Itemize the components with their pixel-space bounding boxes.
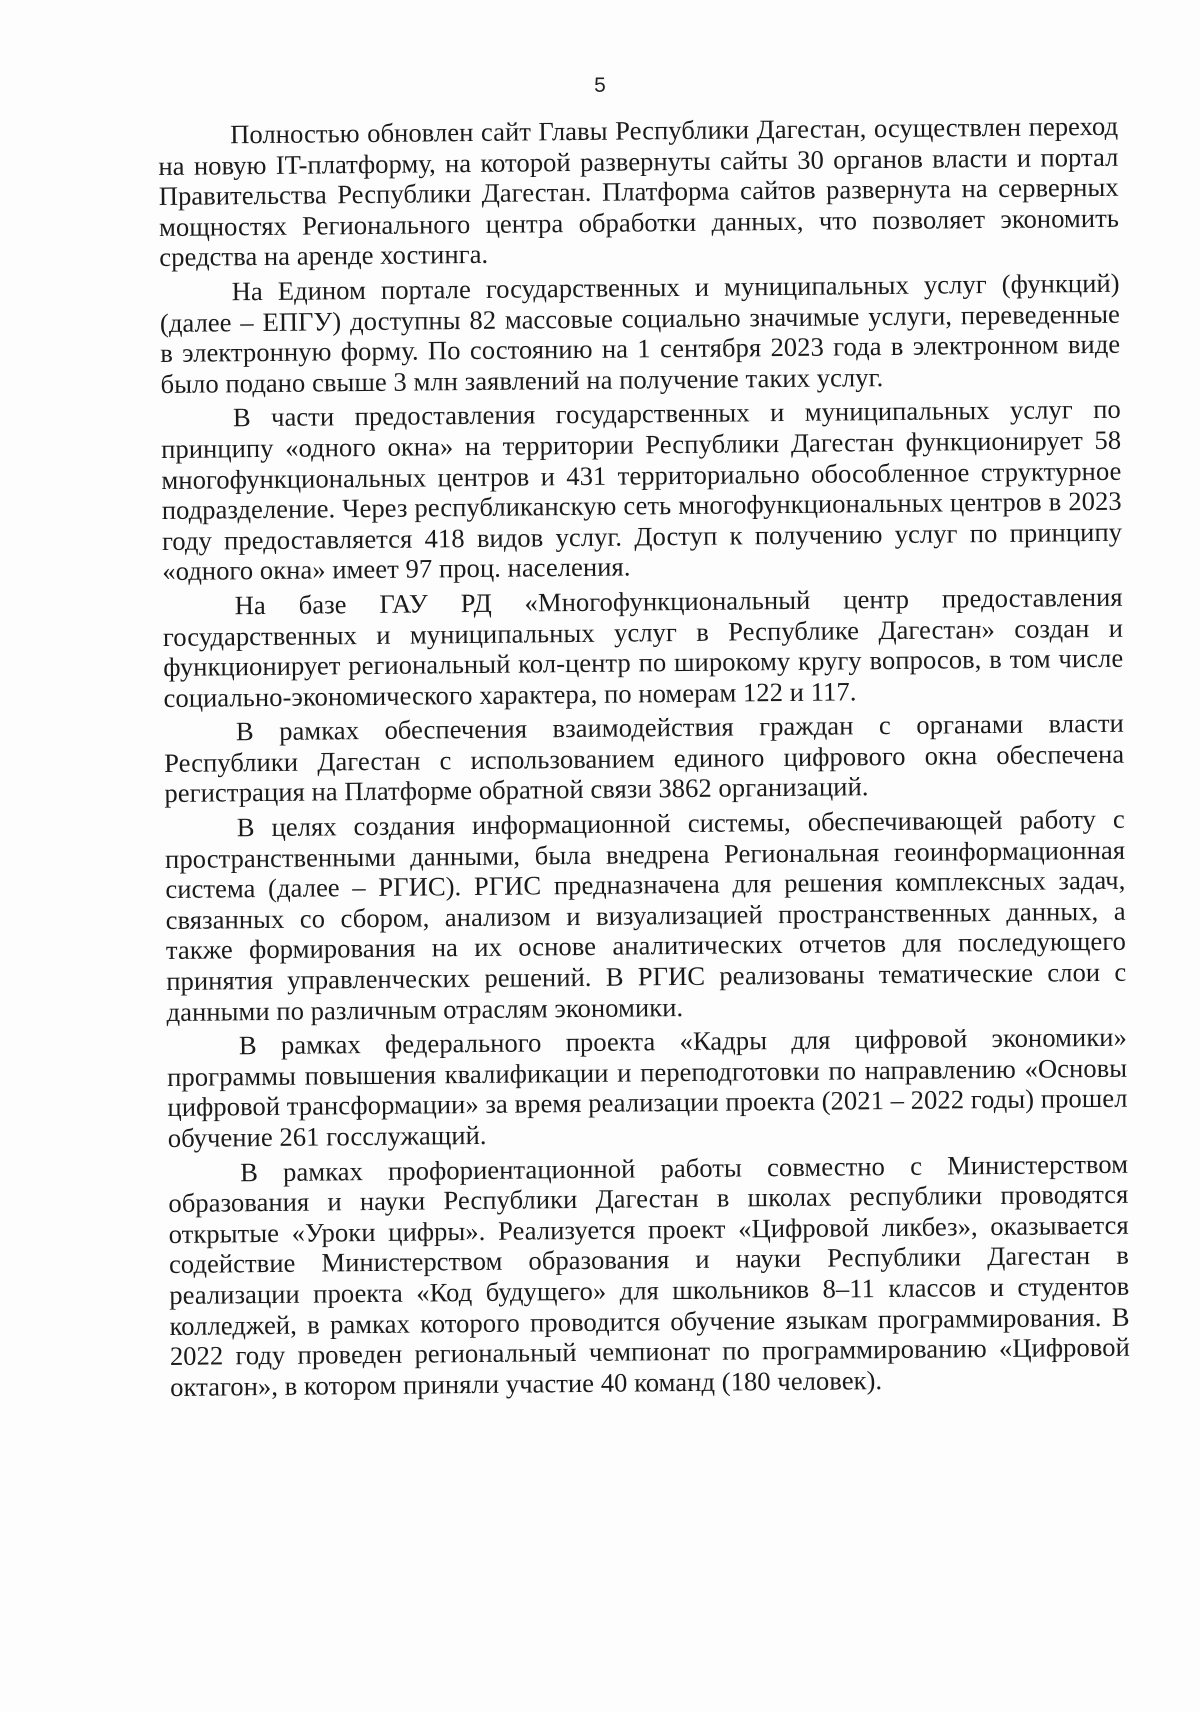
paragraph-rgis: В целях создания информационной системы, обеспечивающей работу с пространственными данными, была внедрена Региональная геоинформационная система (далее – РГИС). РГИС предназначена для решения комплексных задач, связанных со сбором, анализом и визуализацией пространственных данных, а также формирования на их основе аналитических отчетов для последующего принятия управленческих решений. В РГИС реализованы тематические слои с данными по различным отраслям экономики. <box>164 803 1127 1027</box>
paragraph-feedback-platform: В рамках обеспечения взаимодействия граждан с органами власти Республики Дагестан с использованием единого цифрового окна обеспечена регистрация на Платформе обратной связи 3862 организаций. <box>164 708 1125 809</box>
document-body <box>158 111 1130 1402</box>
paragraph-mfc-network: В части предоставления государственных и муниципальных услуг по принципу «одного окна» на территории Республики Дагестан функционирует 58 многофункциональных центров и 431 территориально обособленное структурное подразделение. Через республиканскую сеть многофункциональных центров в 2023 году предоставляется 418 видов услуг. Доступ к получению услуг по принципу «одного окна» имеет 97 проц. населения. <box>161 394 1123 587</box>
paragraph-career-guidance: В рамках профориентационной работы совместно с Министерством образования и науки Республики Дагестан в школах республики проводятся открытые «Уроки цифры». Реализуется проект «Цифровой ликбез», оказывается содействие Министерством образования и науки Республики Дагестан в реализации проекта «Код будущего» для школьников 8–11 классов и студентов колледжей, в рамках которого проводится обучение языкам программирования. В 2022 году проведен региональный чемпионат по программированию «Цифровой октагон», в котором приняли участие 40 команд (180 человек). <box>168 1148 1130 1402</box>
paragraph-epgu-services: На Едином портале государственных и муниципальных услуг (функций) (далее – ЕПГУ) доступны 82 массовые социально значимые услуги, переведенные в электронную форму. По состоянию на 1 сентября 2023 года в электронном виде было подано свыше 3 млн заявлений на получение таких услуг. <box>159 267 1121 399</box>
paragraph-website-update: Полностью обновлен сайт Главы Республики Дагестан, осуществлен переход на новую IT-платформу, на которой развернуты сайты 30 органов власти и портал Правительства Республики Дагестан. Платформа сайтов развернута на серверных мощностях Регионального центра обработки данных, что позволяет экономить средства на аренде хостинга. <box>158 110 1120 273</box>
paragraph-digital-economy-training: В рамках федерального проекта «Кадры для цифровой экономики» программы повышения квалификации и переподготовки по направлению «Основы цифровой трансформации» за время реализации проекта (2021 – 2022 годы) прошел обучение 261 госслужащий. <box>167 1021 1128 1153</box>
page-number: 5 <box>594 74 606 97</box>
paragraph-call-center: На базе ГАУ РД «Многофункциональный центр предоставления государственных и муниципальных услуг в Республике Дагестан» создан и функционирует региональный кол-центр по широкому кругу вопросов, в том числе социально-экономического характера, по номерам 122 и 117. <box>162 581 1124 713</box>
